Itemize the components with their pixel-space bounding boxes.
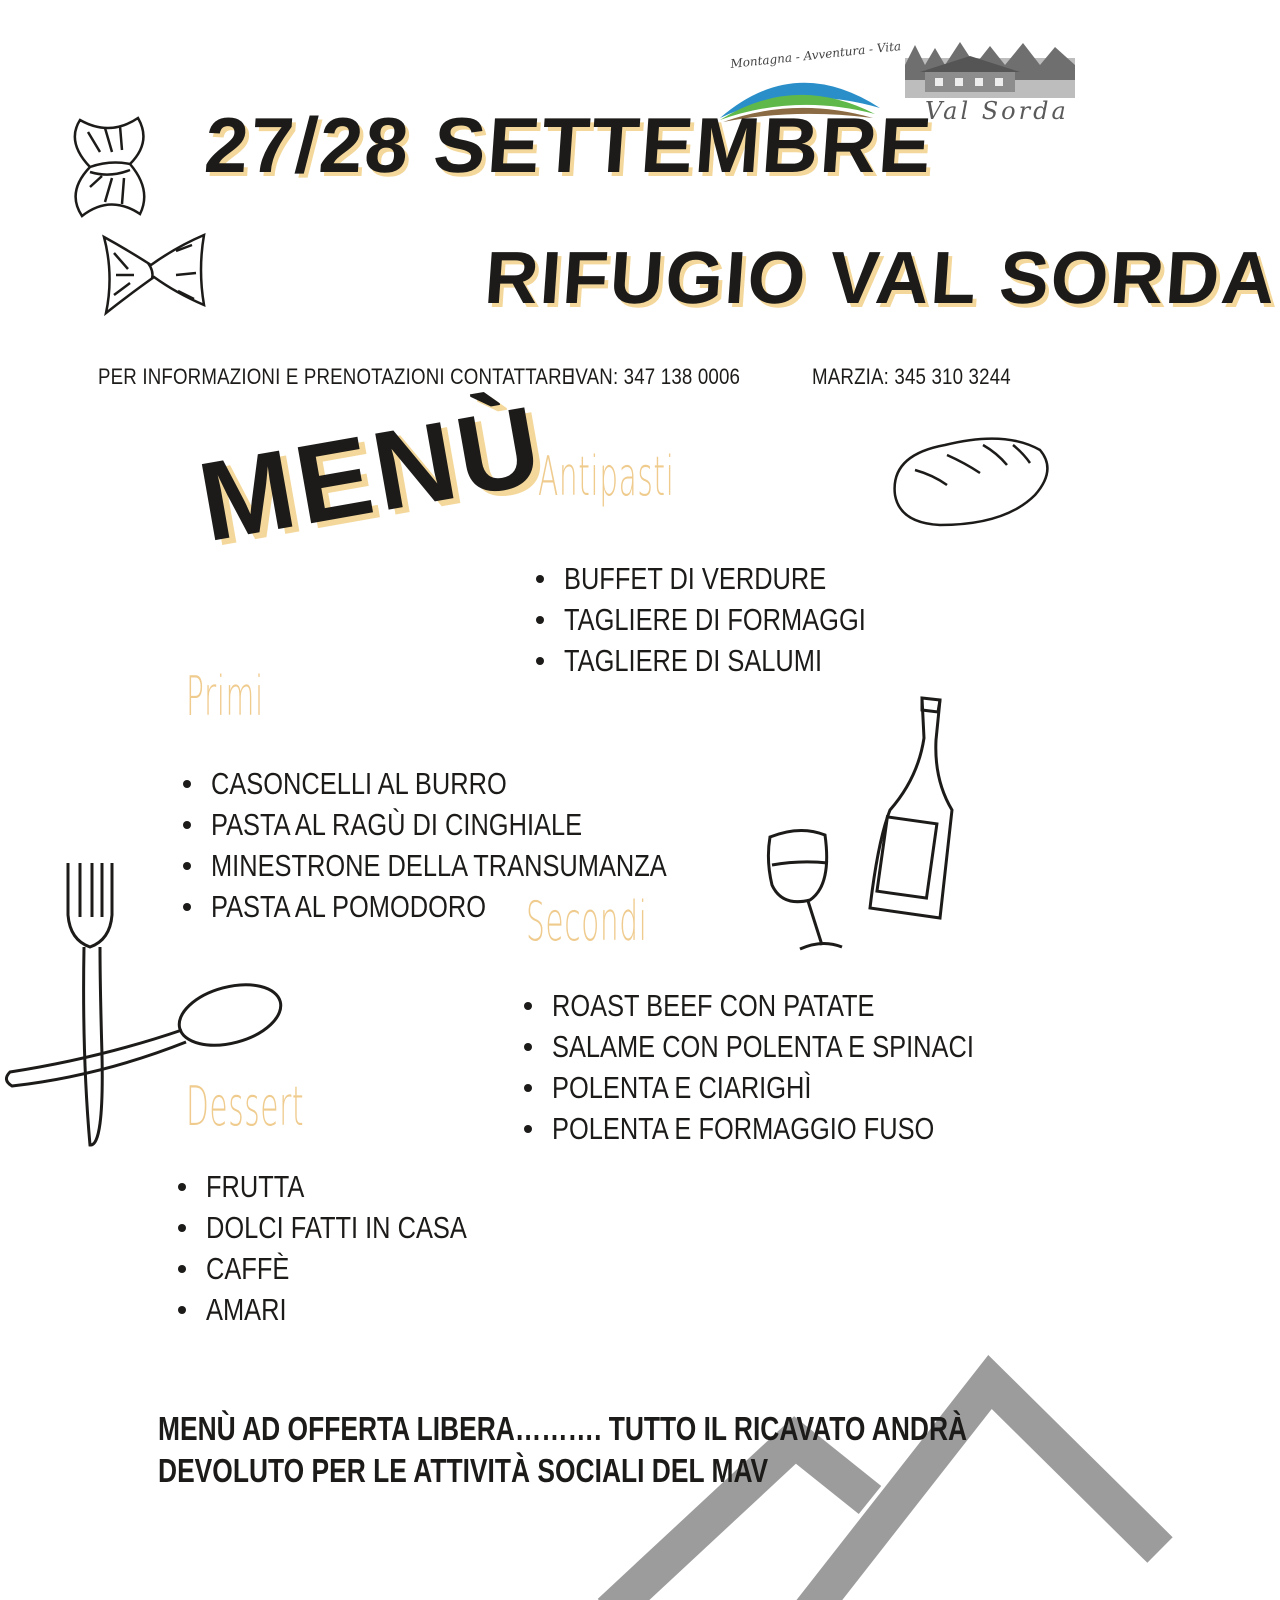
contact-marzia: MARZIA: 345 310 3244 [812,364,1011,389]
wine-bottle-icon [860,690,955,930]
list-item: CASONCELLI AL BURRO [183,763,767,804]
list-item: CAFFÈ [178,1248,524,1289]
antipasti-heading: Antipasti [538,445,675,508]
wine-glass-icon [760,825,850,965]
logo-name: Val Sorda [925,97,1069,125]
venue-title: RIFUGIO VAL SORDA [482,236,1280,319]
contact-info-label: PER INFORMAZIONI E PRENOTAZIONI CONTATTARE [98,364,575,389]
list-item: SALAME CON POLENTA E SPINACI [524,1026,1067,1067]
bread-icon [885,425,1055,530]
lodge-logo-image [905,40,1075,100]
dessert-list [178,1166,524,1330]
farfalle-pasta-icon [96,225,211,320]
footer-note-line2: DEVOLUTO PER LE ATTIVITÀ SOCIALI DEL MAV [158,1452,769,1489]
primi-heading: Primi [186,665,264,728]
list-item: FRUTTA [178,1166,524,1207]
primi-list [183,763,767,927]
menu-title: MENÙ [190,381,553,566]
logo-tagline: Montagna - Avventura - Vita [729,39,902,71]
event-date-title: 27/28 SETTEMBRE [201,101,937,189]
secondi-list [524,985,1067,1149]
list-item: AMARI [178,1289,524,1330]
list-item: BUFFET DI VERDURE [536,558,932,599]
farfalle-pasta-icon [60,112,160,222]
list-item: TAGLIERE DI SALUMI [536,640,932,681]
dessert-heading: Dessert [186,1075,305,1138]
list-item: PASTA AL RAGÙ DI CINGHIALE [183,804,767,845]
secondi-heading: Secondi [526,890,648,953]
list-item: MINESTRONE DELLA TRANSUMANZA [183,845,767,886]
list-item: DOLCI FATTI IN CASA [178,1207,524,1248]
list-item: ROAST BEEF CON PATATE [524,985,1067,1026]
list-item: PASTA AL POMODORO [183,886,767,927]
footer-note-line1: MENÙ AD OFFERTA LIBERA………. TUTTO IL RICAVATO ANDRÀ [158,1410,968,1447]
contact-ivan: IVAN: 347 138 0006 [570,364,741,389]
antipasti-list [536,558,932,681]
list-item: POLENTA E FORMAGGIO FUSO [524,1108,1067,1149]
list-item: POLENTA E CIARIGHÌ [524,1067,1067,1108]
list-item: TAGLIERE DI FORMAGGI [536,599,932,640]
